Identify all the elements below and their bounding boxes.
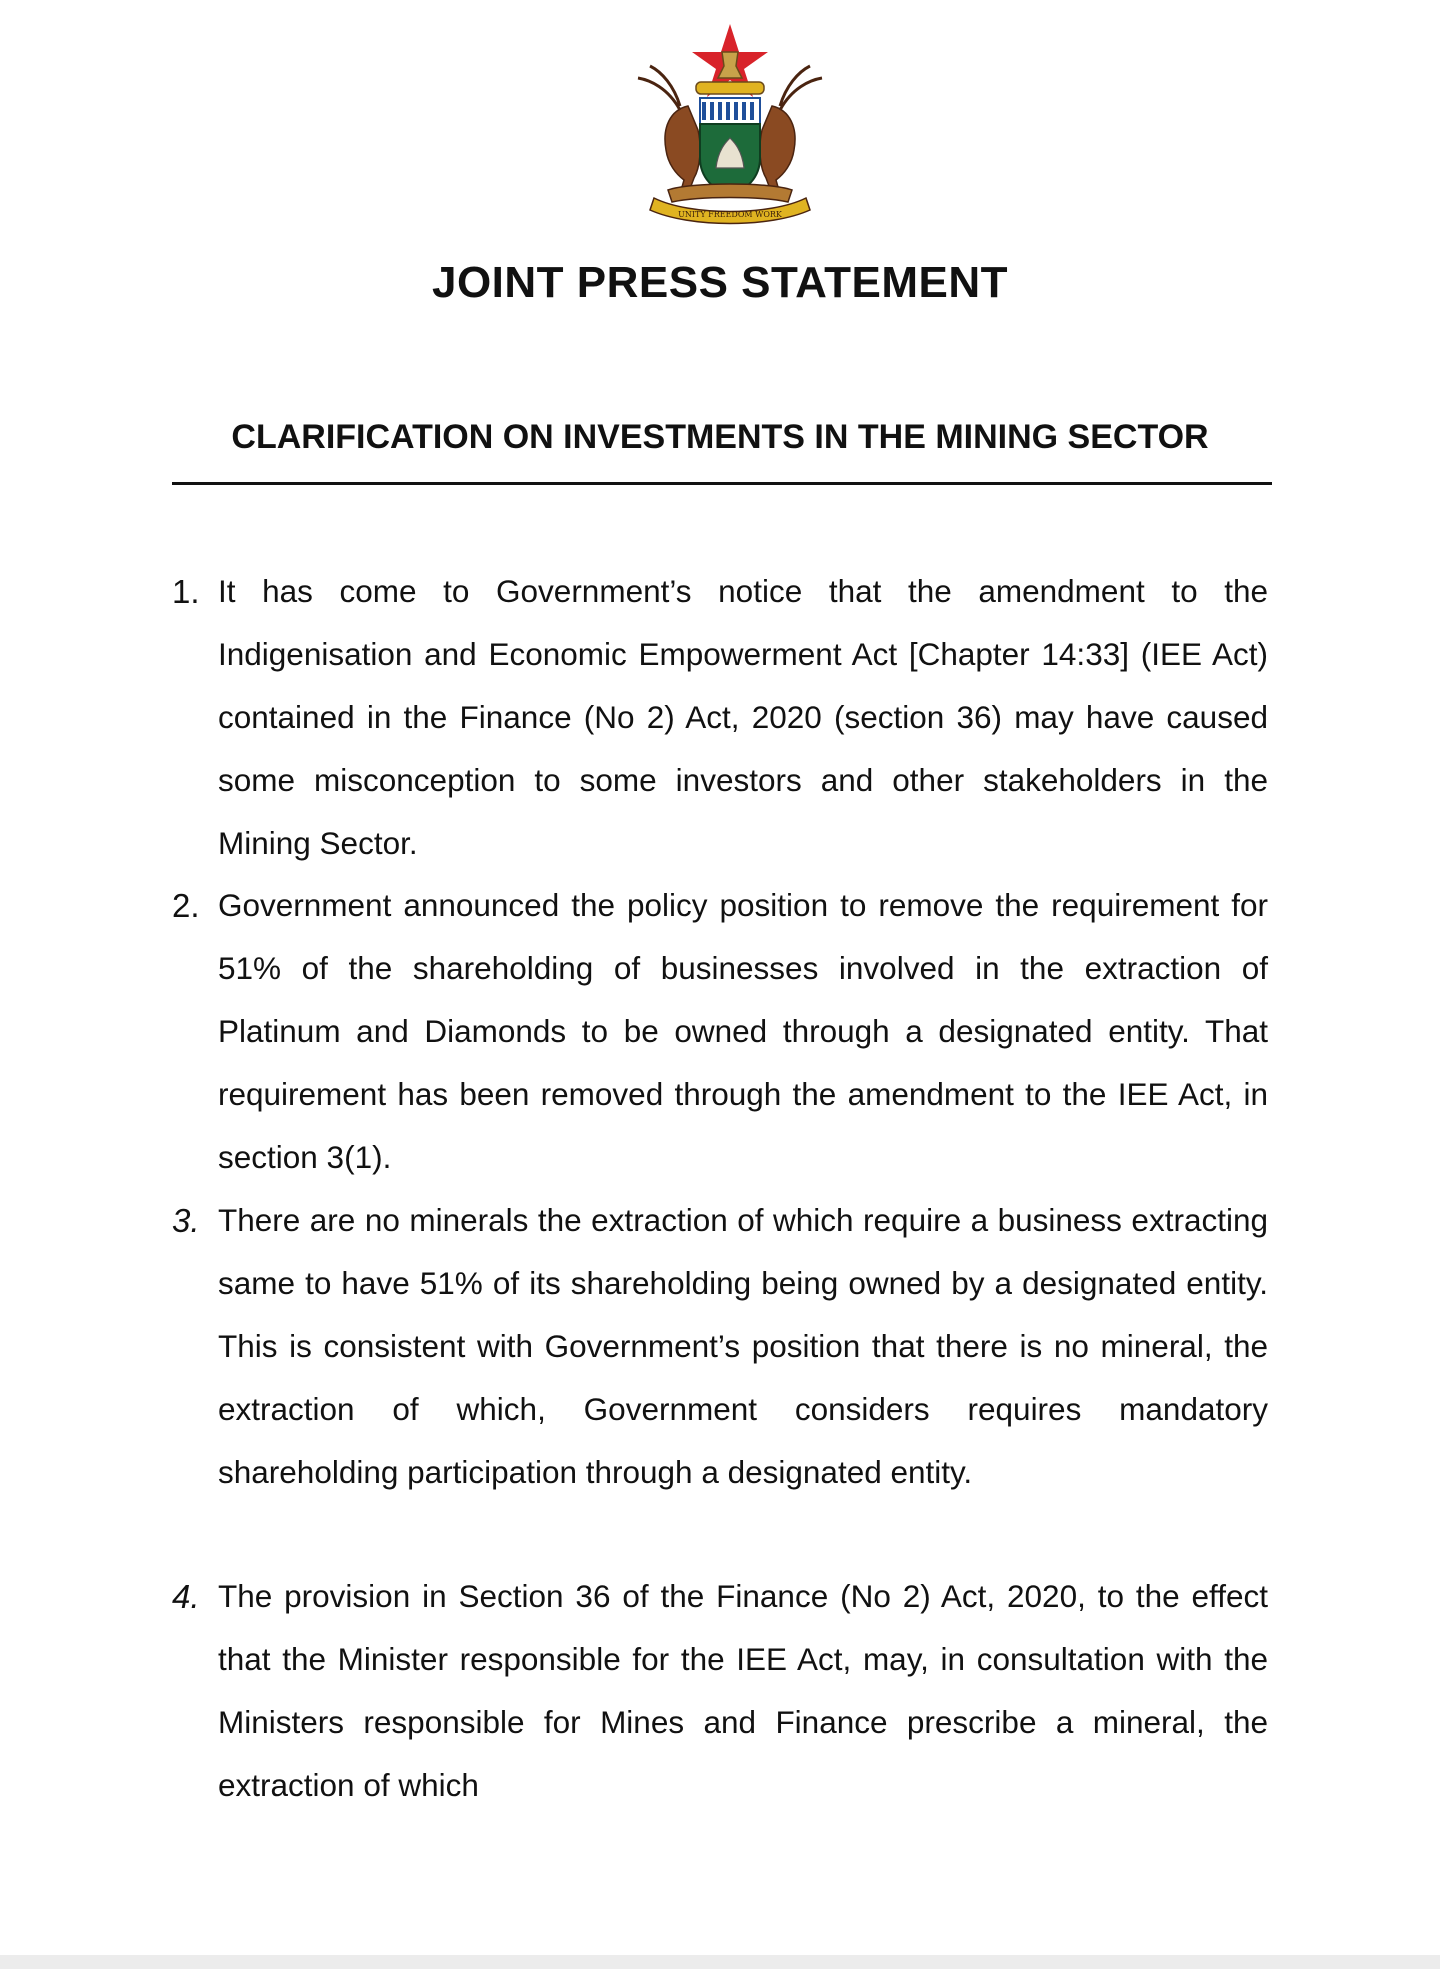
svg-text:UNITY FREEDOM WORK: UNITY FREEDOM WORK xyxy=(678,210,782,219)
coat-of-arms-emblem xyxy=(610,18,850,228)
document-subtitle: CLARIFICATION ON INVESTMENTS IN THE MINING SECTOR xyxy=(231,418,1209,456)
paragraph-text: There are no minerals the extraction of which require a business extracting same to have 51% of its shareholding being owned by a designated entity. This is consistent with Government’s position that there is no mineral, the extraction of which, Government considers requires mandatory shareholding participation through a designated entity. xyxy=(218,1202,1268,1490)
emblem-left-kudu xyxy=(665,106,700,194)
title-divider xyxy=(172,482,1272,485)
paragraph-text: It has come to Government’s notice that the amendment to the Indigenisation and Economic Empowerment Act [Chapter 14:33] (IEE Act) contained in the Finance (No 2) Act, 2020 (section 36) may have caused some misconception to some investors and other stakeholders in the Mining Sector. xyxy=(218,573,1268,861)
paragraph-number: 3. xyxy=(172,1202,200,1239)
paragraph-number: 2. xyxy=(172,887,200,924)
paragraph-number: 4. xyxy=(172,1578,200,1615)
paragraph-2 xyxy=(172,874,1268,1189)
paragraph-number: 1. xyxy=(172,573,200,610)
emblem-right-kudu xyxy=(760,106,795,194)
page-bottom-edge xyxy=(0,1955,1440,1969)
document-title: JOINT PRESS STATEMENT xyxy=(431,258,1009,307)
paragraph-4 xyxy=(172,1565,1268,1817)
paragraph-1 xyxy=(172,560,1268,875)
paragraph-text: The provision in Section 36 of the Finance (No 2) Act, 2020, to the effect that the Minister responsible for the IEE Act, may, in consultation with the Ministers responsible for Mines and Finance prescribe a mineral, the extraction of which xyxy=(218,1578,1268,1803)
paragraph-text: Government announced the policy position to remove the requirement for 51% of the shareholding of businesses involved in the extraction of Platinum and Diamonds to be owned through a designated entity. That requirement has been removed through the amendment to the IEE Act, in section 3(1). xyxy=(218,887,1268,1175)
paragraph-3 xyxy=(172,1189,1268,1504)
